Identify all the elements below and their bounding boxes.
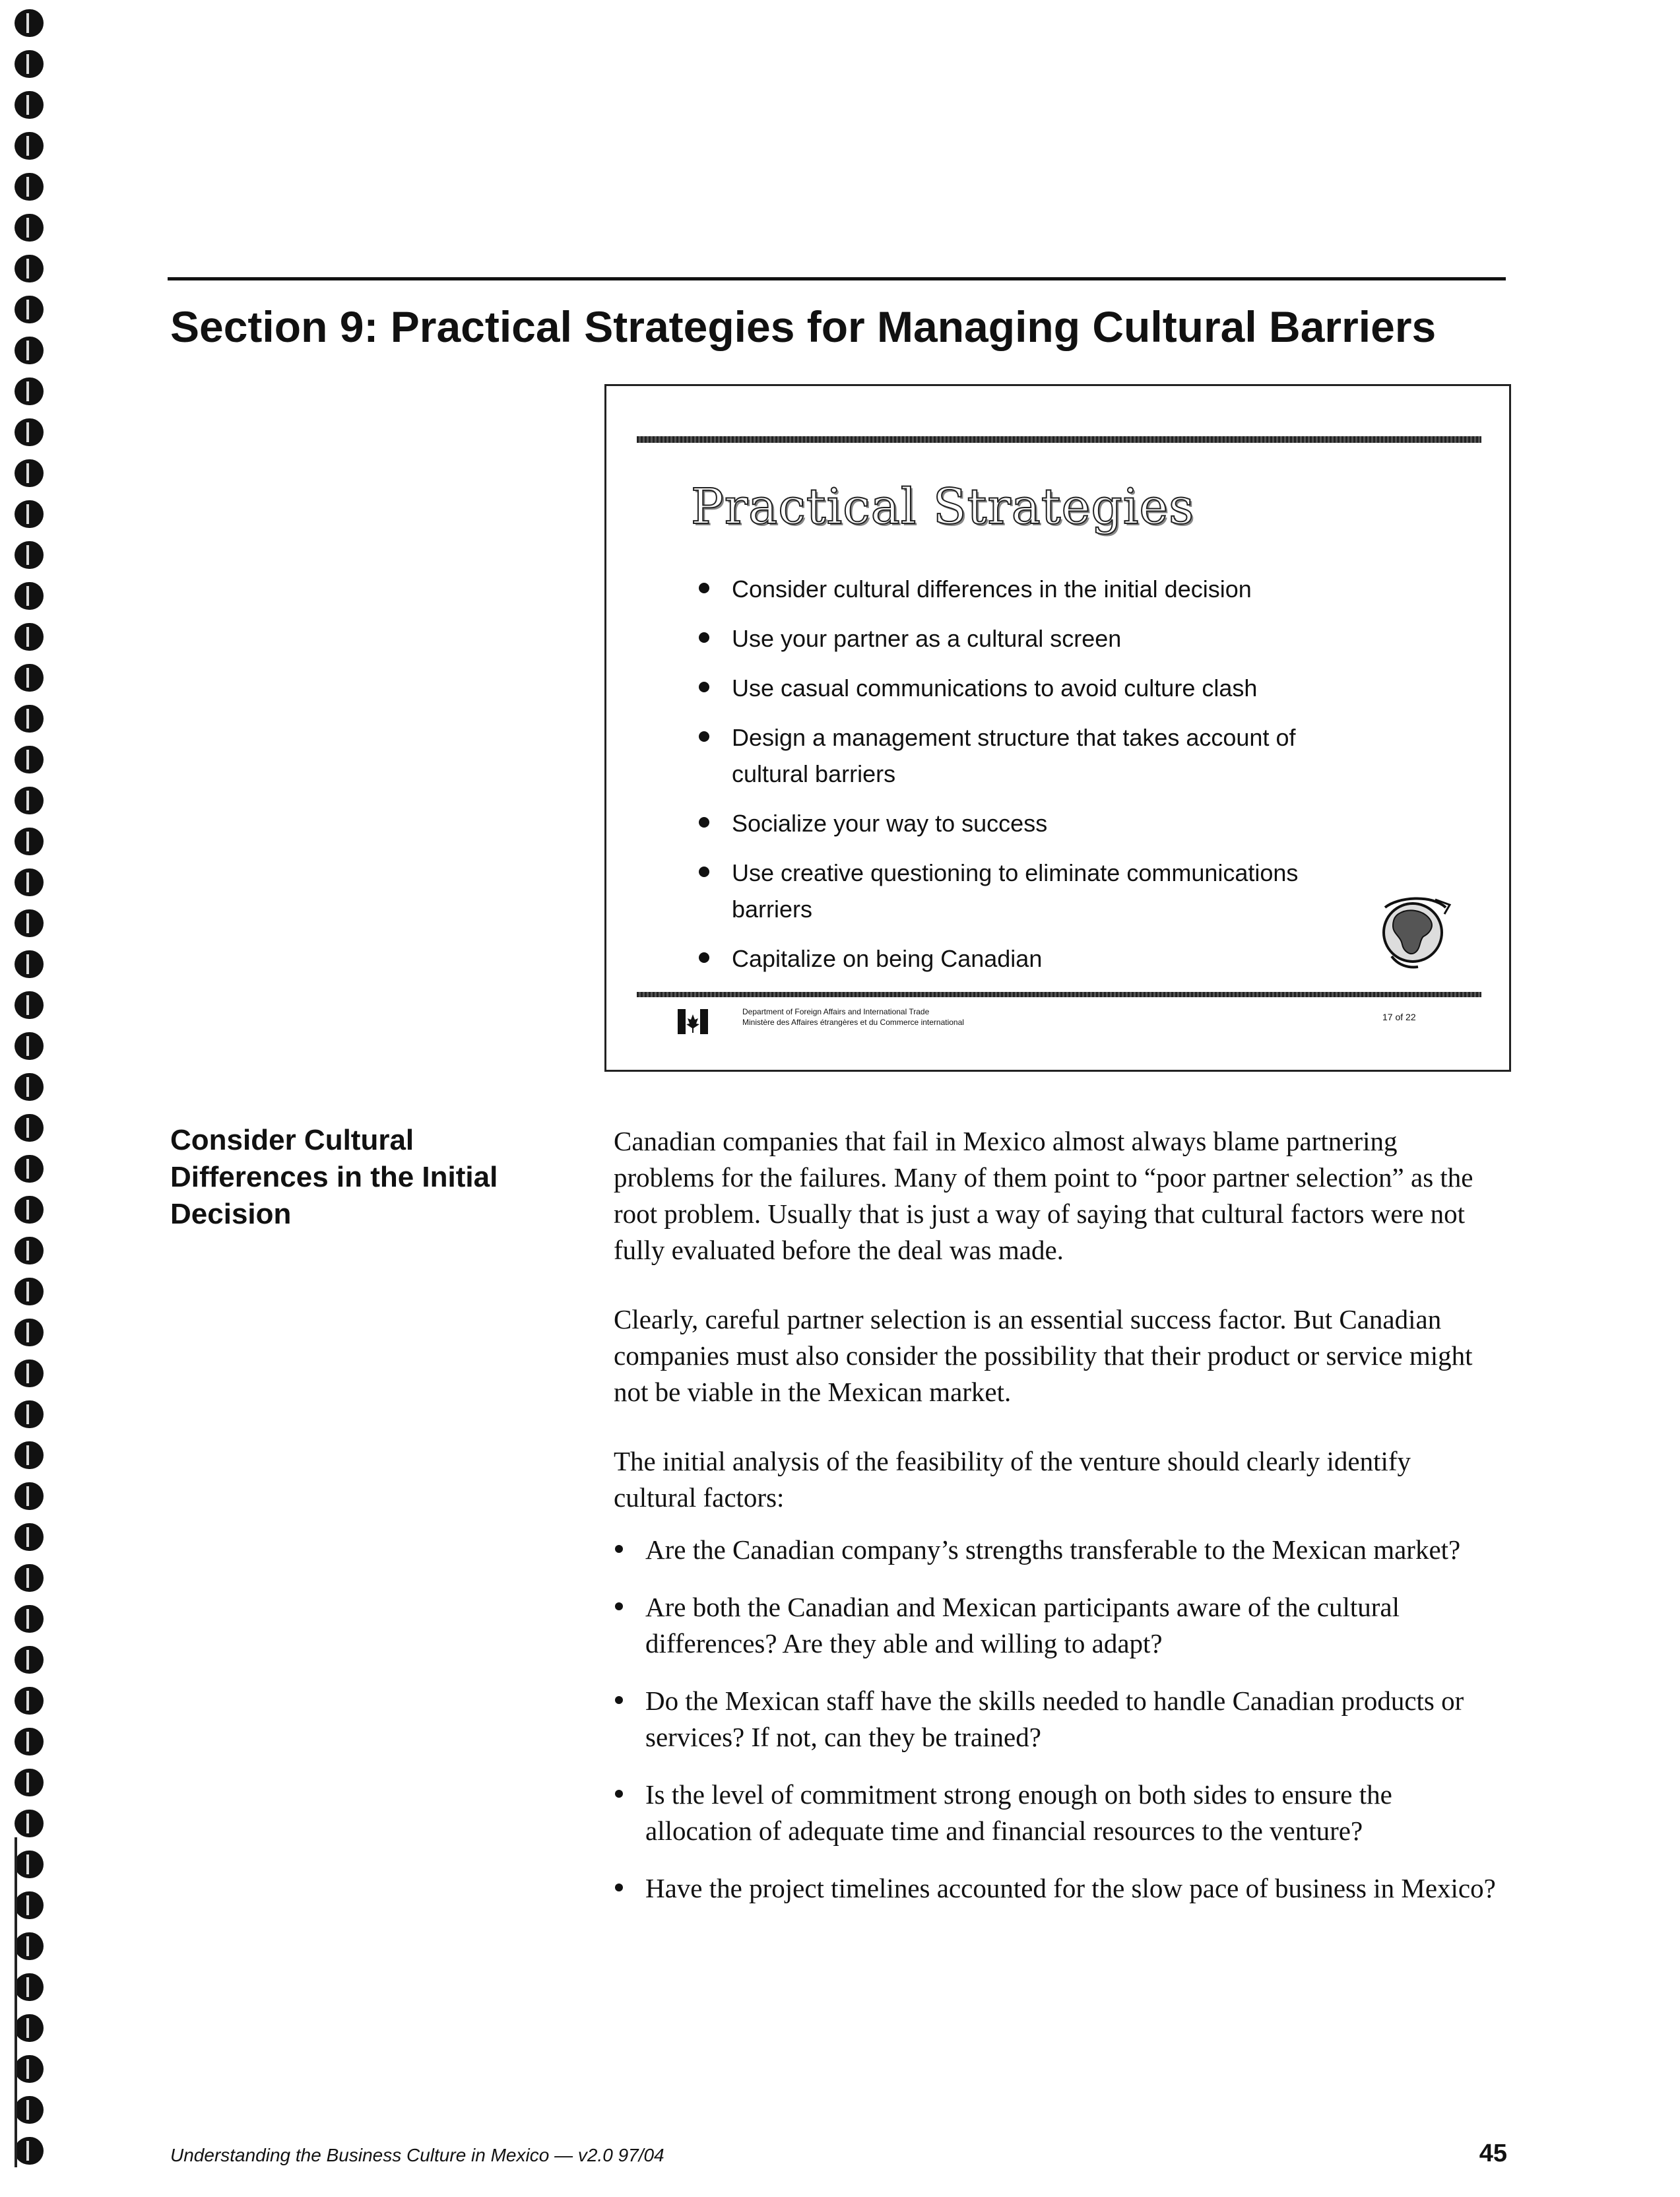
bullet-icon — [699, 817, 709, 828]
binding-hole-icon — [15, 1564, 44, 1592]
binding-hole-icon — [15, 1605, 44, 1633]
bullet-icon — [699, 583, 709, 593]
binding-hole-icon — [15, 1482, 44, 1510]
binding-hole-icon — [15, 337, 44, 364]
binding-hole-icon — [15, 1646, 44, 1674]
binding-hole-icon — [15, 1114, 44, 1142]
binding-hole-icon — [15, 1237, 44, 1264]
binding-hole-icon — [15, 2055, 44, 2083]
globe-icon — [1372, 888, 1458, 973]
bullet-icon — [615, 1696, 623, 1704]
footer-page-number: 45 — [1479, 2140, 1507, 2167]
bullet-icon — [615, 1884, 623, 1891]
question-item: Are both the Canadian and Mexican participants aware of the cultural differences? Are they able and willing to adapt? — [614, 1589, 1498, 1662]
bullet-icon — [699, 731, 709, 742]
binding-hole-icon — [15, 582, 44, 610]
slide-bullet: Socialize your way to success — [699, 805, 1359, 841]
section-title: Section 9: Practical Strategies for Managing Cultural Barriers — [170, 302, 1437, 351]
binding-hole-icon — [15, 1891, 44, 1919]
question-item: Is the level of commitment strong enough on both sides to ensure the allocation of adequate time and financial resources to the venture? — [614, 1777, 1498, 1849]
binding-hole-icon — [15, 296, 44, 323]
binding-hole-icon — [15, 869, 44, 896]
binding-hole-icon — [15, 1155, 44, 1183]
question-item: Do the Mexican staff have the skills needed to handle Canadian products or services? If not, can they be trained? — [614, 1683, 1498, 1755]
binding-hole-icon — [15, 1523, 44, 1551]
bullet-icon — [699, 867, 709, 877]
body-text — [614, 1123, 1498, 1928]
binding-hole-icon — [15, 500, 44, 528]
binding-hole-icon — [15, 991, 44, 1019]
slide-frame — [604, 384, 1511, 1072]
slide-title: Practical Strategies — [691, 478, 1195, 535]
slide-bullet: Use your partner as a cultural screen — [699, 620, 1359, 657]
question-item: Are the Canadian company’s strengths transferable to the Mexican market? — [614, 1532, 1498, 1568]
slide-bottom-rule — [637, 992, 1481, 997]
department-name: Department of Foreign Affairs and International Trade Ministère des Affaires étrangères et du Commerce international — [742, 1007, 964, 1027]
bullet-icon — [615, 1602, 623, 1610]
binding-hole-icon — [15, 91, 44, 119]
binding-hole-icon — [15, 1400, 44, 1428]
binding-hole-icon — [15, 1319, 44, 1346]
binding-hole-icon — [15, 1728, 44, 1755]
binding-hole-icon — [15, 2096, 44, 2124]
binding-edge-line — [15, 1837, 17, 2167]
question-list — [614, 1532, 1498, 1907]
binding-hole-icon — [15, 1196, 44, 1224]
binding-hole-icon — [15, 1973, 44, 2001]
binding-hole-icon — [15, 950, 44, 978]
header-rule — [168, 277, 1506, 280]
slide-bullet: Design a management structure that takes account of cultural barriers — [699, 719, 1359, 792]
bullet-icon — [615, 1545, 623, 1553]
binding-hole-icon — [15, 664, 44, 692]
slide-top-rule — [637, 436, 1481, 443]
binding-hole-icon — [15, 1687, 44, 1715]
binding-hole-icon — [15, 2137, 44, 2165]
paragraph: Clearly, careful partner selection is an essential success factor. But Canadian companies must also consider the possibility that their product or service might not be viable in the Mexican market. — [614, 1304, 1473, 1407]
binding-hole-icon — [15, 623, 44, 651]
bullet-icon — [699, 952, 709, 963]
slide-bullet: Use casual communications to avoid culture clash — [699, 670, 1359, 706]
binding-hole-icon — [15, 132, 44, 160]
binding-hole-icon — [15, 1073, 44, 1101]
bullet-icon — [699, 682, 709, 692]
binding-hole-icon — [15, 828, 44, 855]
binding-hole-icon — [15, 1769, 44, 1796]
bullet-icon — [699, 632, 709, 643]
binding-hole-icon — [15, 746, 44, 773]
side-heading: Consider Cultural Differences in the Initial Decision — [170, 1124, 498, 1230]
slide-bullet: Capitalize on being Canadian — [699, 940, 1359, 977]
binding-hole-icon — [15, 705, 44, 733]
binding-hole-icon — [15, 1360, 44, 1387]
question-item: Have the project timelines accounted for the slow pace of business in Mexico? — [614, 1870, 1498, 1907]
paragraph: Canadian companies that fail in Mexico almost always blame partnering problems for the failures. Many of them point to “poor partner selection” as the root problem. Usually that is just a way of saying that cultural factors were not fully evaluated before the deal was made. — [614, 1126, 1473, 1265]
slide-bullet: Use creative questioning to eliminate communications barriers — [699, 855, 1359, 927]
binding-hole-icon — [15, 787, 44, 814]
binding-hole-icon — [15, 1810, 44, 1837]
binding-hole-icon — [15, 214, 44, 242]
binding-hole-icon — [15, 909, 44, 937]
paragraph: The initial analysis of the feasibility of the venture should clearly identify cultural factors: — [614, 1446, 1411, 1513]
slide-bullet: Consider cultural differences in the initial decision — [699, 571, 1359, 607]
slide-bullet-list — [699, 571, 1359, 990]
binding-hole-icon — [15, 1032, 44, 1060]
binding-hole-icon — [15, 541, 44, 569]
binding-hole-icon — [15, 50, 44, 78]
binding-hole-icon — [15, 377, 44, 405]
binding-hole-icon — [15, 1278, 44, 1305]
binding-hole-icon — [15, 9, 44, 37]
binding-hole-icon — [15, 459, 44, 487]
binding-hole-icon — [15, 255, 44, 282]
binding-hole-icon — [15, 2014, 44, 2042]
binding-holes — [15, 9, 45, 2187]
binding-hole-icon — [15, 418, 44, 446]
canada-flag-icon — [678, 1006, 708, 1037]
bullet-icon — [615, 1790, 623, 1798]
footer-document-title: Understanding the Business Culture in Mexico — v2.0 97/04 — [170, 2145, 664, 2165]
binding-hole-icon — [15, 1441, 44, 1469]
binding-hole-icon — [15, 1932, 44, 1960]
binding-hole-icon — [15, 173, 44, 201]
binding-hole-icon — [15, 1851, 44, 1878]
slide-page-number: 17 of 22 — [1382, 1012, 1416, 1022]
